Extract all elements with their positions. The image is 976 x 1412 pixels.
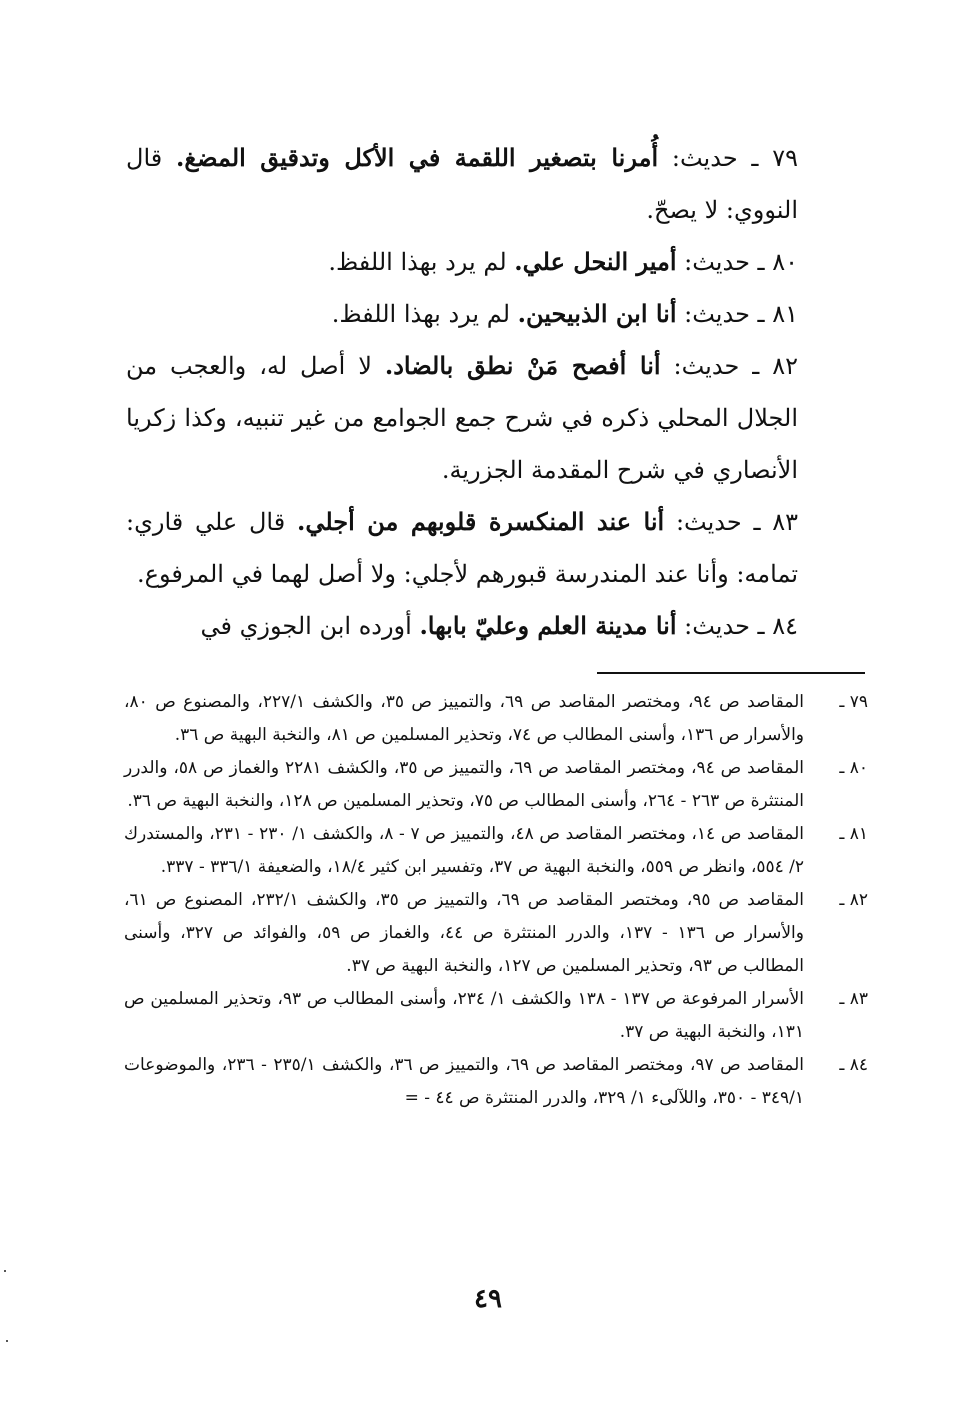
entry-number: ٨١ ـ حديث:: [684, 300, 798, 328]
scan-speck: [4, 1270, 6, 1272]
entry-number: ٨٠ ـ حديث:: [684, 248, 798, 276]
entry-comment: لم يرد بهذا اللفظ.: [331, 300, 511, 328]
entry-comment: أورده ابن الجوزي في: [200, 612, 412, 640]
scan-speck: [6, 1340, 8, 1342]
entry-number: ٨٢ ـ حديث:: [673, 352, 798, 380]
footnote-81: [124, 818, 868, 884]
entry-comment: لا أصل له، والعجب من الجلال المحلي ذكره في شرح جمع الجوامع من غير تنبيه، وكذا زكريا الأنصاري في شرح المقدمة الجزرية.: [126, 352, 798, 484]
hadith-entry-84: [126, 600, 866, 652]
entry-comment: قال النووي: لا يصحّ.: [126, 144, 798, 224]
hadith-text: أنا ابن الذبيحين.: [517, 299, 677, 328]
hadith-text: أنا مدينة العلم وعليّ بابها.: [419, 611, 677, 640]
footnote-number: ٨٤ ـ: [839, 1055, 868, 1075]
entry-number: ٨٤ ـ حديث:: [684, 612, 798, 640]
hadith-entry-82: [126, 340, 866, 496]
hadith-text: أمير النحل علي.: [514, 247, 677, 276]
footnote-80: [124, 752, 868, 818]
footnote-83: [124, 983, 868, 1049]
entry-number: ٧٩ ـ حديث:: [671, 144, 798, 172]
main-text-body: [126, 132, 866, 652]
footnote-79: [124, 686, 868, 752]
page-number: ٤٩: [474, 1284, 502, 1314]
hadith-entry-83: [126, 496, 866, 600]
entry-comment: قال علي قاري: تمامه: وأنا عند المندرسة قبورهم لأجلي: ولا أصل لهما في المرفوع.: [126, 508, 798, 588]
hadith-text: أنا عند المنكسرة قلوبهم من أجلي.: [296, 507, 665, 536]
hadith-entry-79: [126, 132, 866, 236]
footnote-text: المقاصد ص ٩٤، ومختصر المقاصد ص ٦٩، والتمييز ص ٣٥، والكشف ٢٢٧/١، والمصنوع ص ٨٠، والأسرار ص ١٣٦، وأسنى المطالب ص ٧٤، وتحذير المسلمين ص ٨١، والنخبة البهية ص ٣٦.: [124, 692, 804, 745]
hadith-entry-81: [126, 288, 866, 340]
footnote-text: المقاصد ص ٩٧، ومختصر المقاصد ص ٦٩، والتمييز ص ٣٦، والكشف ٢٣٥/١ - ٢٣٦، والموضوعات ٣٤٩/١ - ٣٥٠، واللآلىء ١/ ٣٢٩، والدرر المنتثرة ص ٤٤ - =: [124, 1055, 804, 1108]
footnotes-section: [124, 686, 868, 1115]
footnote-separator: [597, 672, 865, 674]
footnote-number: ٨١ ـ: [839, 824, 868, 844]
footnote-number: ٨٢ ـ: [839, 890, 868, 910]
footnote-text: الأسرار المرفوعة ص ١٣٧ - ١٣٨ والكشف ١/ ٢٣٤، وأسنى المطالب ص ٩٣، وتحذير المسلمين ص ١٣١، والنخبة البهية ص ٣٧.: [124, 989, 804, 1042]
footnote-text: المقاصد ص ٩٥، ومختصر المقاصد ص ٦٩، والتمييز ص ٣٥، والكشف ٢٣٢/١، المصنوع ص ٦١، والأسرار ص ١٣٦ - ١٣٧، والدرر المنتثرة ص ٤٤، والغماز ص ٥٩، والفوائد ص ٣٢٧، وأسنى المطالب ص ٩٣، وتحذير المسلمين ص ١٢٧، والنخبة البهية ص ٣٧.: [124, 890, 804, 976]
footnote-text: المقاصد ص ١٤، ومختصر المقاصد ص ٤٨، والتمييز ص ٧ - ٨، والكشف ١/ ٢٣٠ - ٢٣١، والمستدرك ٢/ ٥٥٤، وانظر ص ٥٥٩، والنخبة البهية ص ٣٧، وتفسير ابن كثير ١٨/٤، والضعيفة ٣٣٦/١ - ٣٣٧.: [124, 824, 804, 877]
entry-comment: لم يرد بهذا اللفظ.: [328, 248, 507, 276]
hadith-text: أُمرنا بتصغير اللقمة في الأكل وتدقيق المضغ.: [176, 143, 659, 172]
footnote-number: ٧٩ ـ: [839, 692, 868, 712]
footnote-82: [124, 884, 868, 983]
footnote-text: المقاصد ص ٩٤، ومختصر المقاصد ص ٦٩، والتمييز ص ٣٥، والكشف ٢٢٨١ والغماز ص ٥٨، والدرر المنتثرة ص ٢٦٣ - ٢٦٤، وأسنى المطالب ص ٧٥، وتحذير المسلمين ص ١٢٨، والنخبة البهية ص ٣٦.: [124, 758, 805, 811]
entry-number: ٨٣ ـ حديث:: [675, 508, 798, 536]
footnote-84: [124, 1049, 868, 1115]
footnote-number: ٨٠ ـ: [839, 758, 868, 778]
hadith-entry-80: [126, 236, 866, 288]
hadith-text: أنا أفصح مَنْ نطق بالضاد.: [384, 351, 661, 380]
footnote-number: ٨٣ ـ: [839, 989, 868, 1009]
